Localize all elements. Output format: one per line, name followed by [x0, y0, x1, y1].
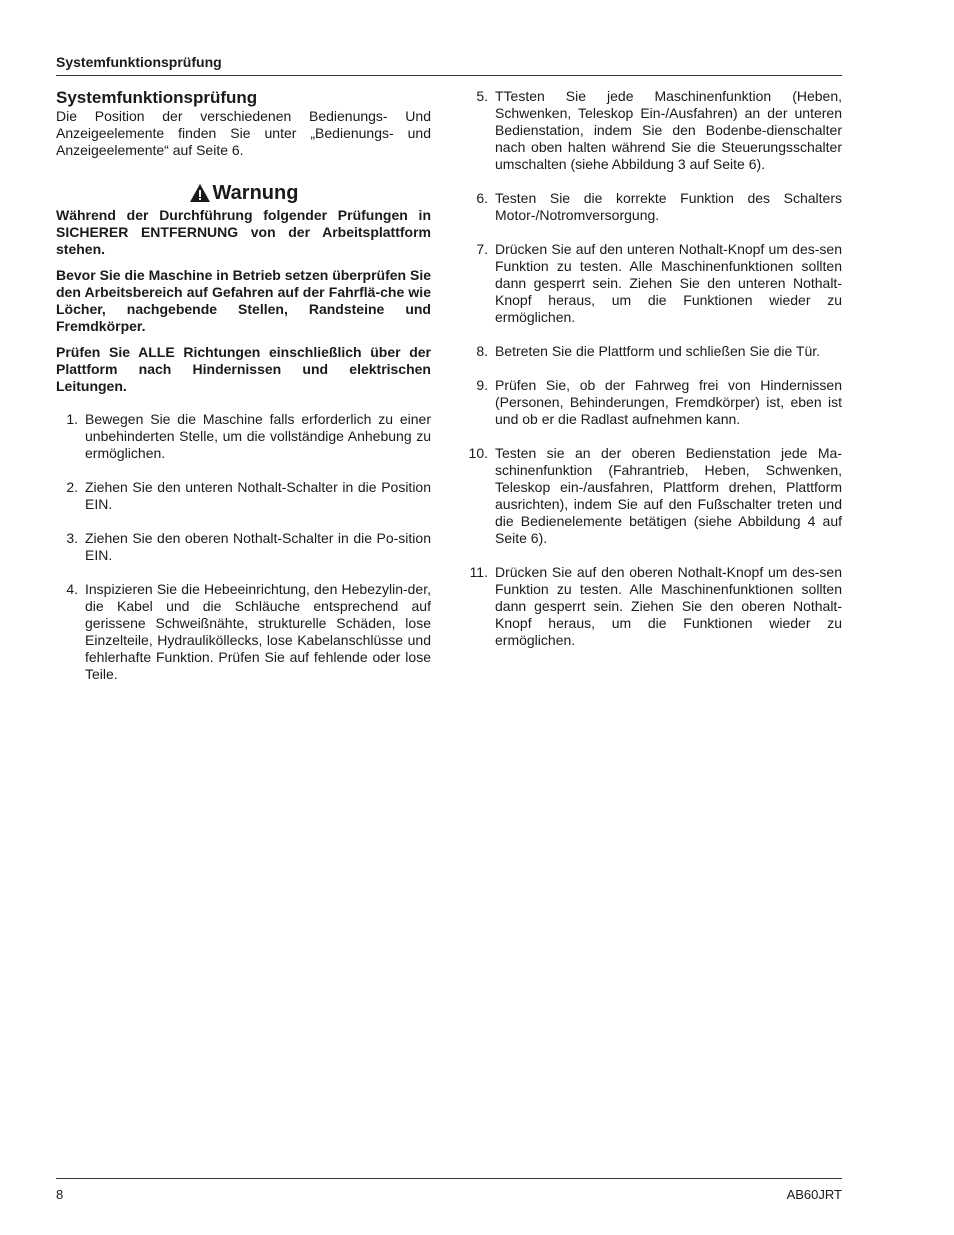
page-number: 8 — [56, 1187, 64, 1202]
list-item — [56, 479, 431, 513]
warning-triangle-icon — [189, 183, 211, 203]
step-text: Drücken Sie auf den unteren Nothalt-Knopf um des-sen Funktion zu testen. Alle Maschinenfunktionen sollten dann gesperrt sein. Ziehen Sie den unteren Nothalt-Knopf heraus, um die Funktionen wieder zu ermöglichen. — [495, 241, 842, 325]
step-text: Testen Sie die korrekte Funktion des Schalters Motor-/Notromversorgung. — [495, 190, 842, 223]
step-number: 11. — [469, 564, 488, 580]
list-item — [466, 88, 842, 173]
warning-heading — [56, 181, 431, 205]
list-item — [56, 530, 431, 564]
list-item — [466, 564, 842, 649]
step-text: TTesten Sie jede Maschinenfunktion (Heben, Schwenken, Teleskop Ein-/Ausfahren) an der unteren Bedienstation, indem Sie den Bodenbe-dienschalter nach oben halten während Sie die Steuerungsschalter umschalten (siehe Abbildung 3 auf Seite 6). — [495, 88, 842, 172]
step-number: 7. — [476, 241, 488, 257]
step-number: 2. — [66, 479, 78, 495]
warning-paragraph: Bevor Sie die Maschine in Betrieb setzen überprüfen Sie den Arbeitsbereich auf Gefahren auf der Fahrflä-che wie Löcher, nachgebende Stellen, Randsteine und Fremdkörper. — [56, 267, 431, 334]
step-text: Ziehen Sie den oberen Nothalt-Schalter in die Po-sition EIN. — [85, 530, 431, 563]
footer-rule — [56, 1178, 842, 1179]
section-title: Systemfunktionsprüfung — [56, 88, 258, 107]
warning-paragraph: Prüfen Sie ALLE Richtungen einschließlich über der Plattform nach Hindernissen und elektrischen Leitungen. — [56, 344, 431, 394]
list-item — [466, 377, 842, 428]
list-item — [466, 445, 842, 547]
steps-list-left — [56, 411, 431, 683]
header-rule — [56, 75, 842, 76]
model-name: AB60JRT — [786, 1187, 842, 1202]
intro-paragraph: Die Position der verschiedenen Bedienungs- Und Anzeigeelemente finden Sie unter „Bedienungs- und Anzeigeelemente“ auf Seite 6. — [56, 108, 431, 158]
step-text: Betreten Sie die Plattform und schließen Sie die Tür. — [495, 343, 821, 359]
step-number: 1. — [66, 411, 78, 427]
step-text: Testen sie an der oberen Bedienstation jede Ma-schinenfunktion (Fahrantrieb, Heben, Schwenken, Teleskop ein-/ausfahren, Plattform drehen, Plattform ausrichten), indem Sie auf den Fußschalter treten und die Bedienelemente betätigen (siehe Abbildung 4 auf Seite 6). — [495, 445, 842, 546]
step-number: 10. — [468, 445, 488, 461]
list-item — [466, 343, 842, 360]
step-text: Ziehen Sie den unteren Nothalt-Schalter in die Position EIN. — [85, 479, 431, 512]
list-item — [466, 241, 842, 326]
steps-list-right — [466, 88, 842, 649]
right-column — [466, 88, 842, 666]
list-item — [56, 581, 431, 683]
step-text: Inspizieren Sie die Hebeeinrichtung, den Hebezylin-der, die Kabel und die Schläuche entsprechend auf gerissene Schweißnähte, strukturelle Schäden, lose Einzelteile, Hydrauliköllecks, lose Kabelanschlüsse und fehlerhafte Funktion. Prüfen Sie auf fehlende oder lose Teile. — [85, 581, 431, 682]
running-header: Systemfunktionsprüfung — [56, 54, 222, 70]
warning-title: Warnung — [212, 182, 299, 204]
step-text: Drücken Sie auf den oberen Nothalt-Knopf um des-sen Funktion zu testen. Alle Maschinenfunktionen sollten dann gesperrt sein. Ziehen Sie den oberen Nothalt-Knopf heraus, um die Funktionen wieder zu ermöglichen. — [495, 564, 842, 648]
step-number: 5. — [476, 88, 488, 104]
step-number: 3. — [66, 530, 78, 546]
step-number: 8. — [476, 343, 488, 359]
step-text: Bewegen Sie die Maschine falls erforderlich zu einer unbehinderten Stelle, um die vollständige Anhebung zu ermöglichen. — [85, 411, 431, 461]
step-number: 9. — [476, 377, 488, 393]
list-item — [56, 411, 431, 462]
step-number: 6. — [476, 190, 488, 206]
left-column — [56, 88, 431, 700]
warning-paragraph: Während der Durchführung folgender Prüfungen in SICHERER ENTFERNUNG von der Arbeitsplattform stehen. — [56, 207, 431, 257]
step-text: Prüfen Sie, ob der Fahrweg frei von Hindernissen (Personen, Behinderungen, Fremdkörper) ist, eben ist und ob er die Radlast aufnehmen kann. — [495, 377, 842, 427]
list-item — [466, 190, 842, 224]
step-number: 4. — [66, 581, 78, 597]
